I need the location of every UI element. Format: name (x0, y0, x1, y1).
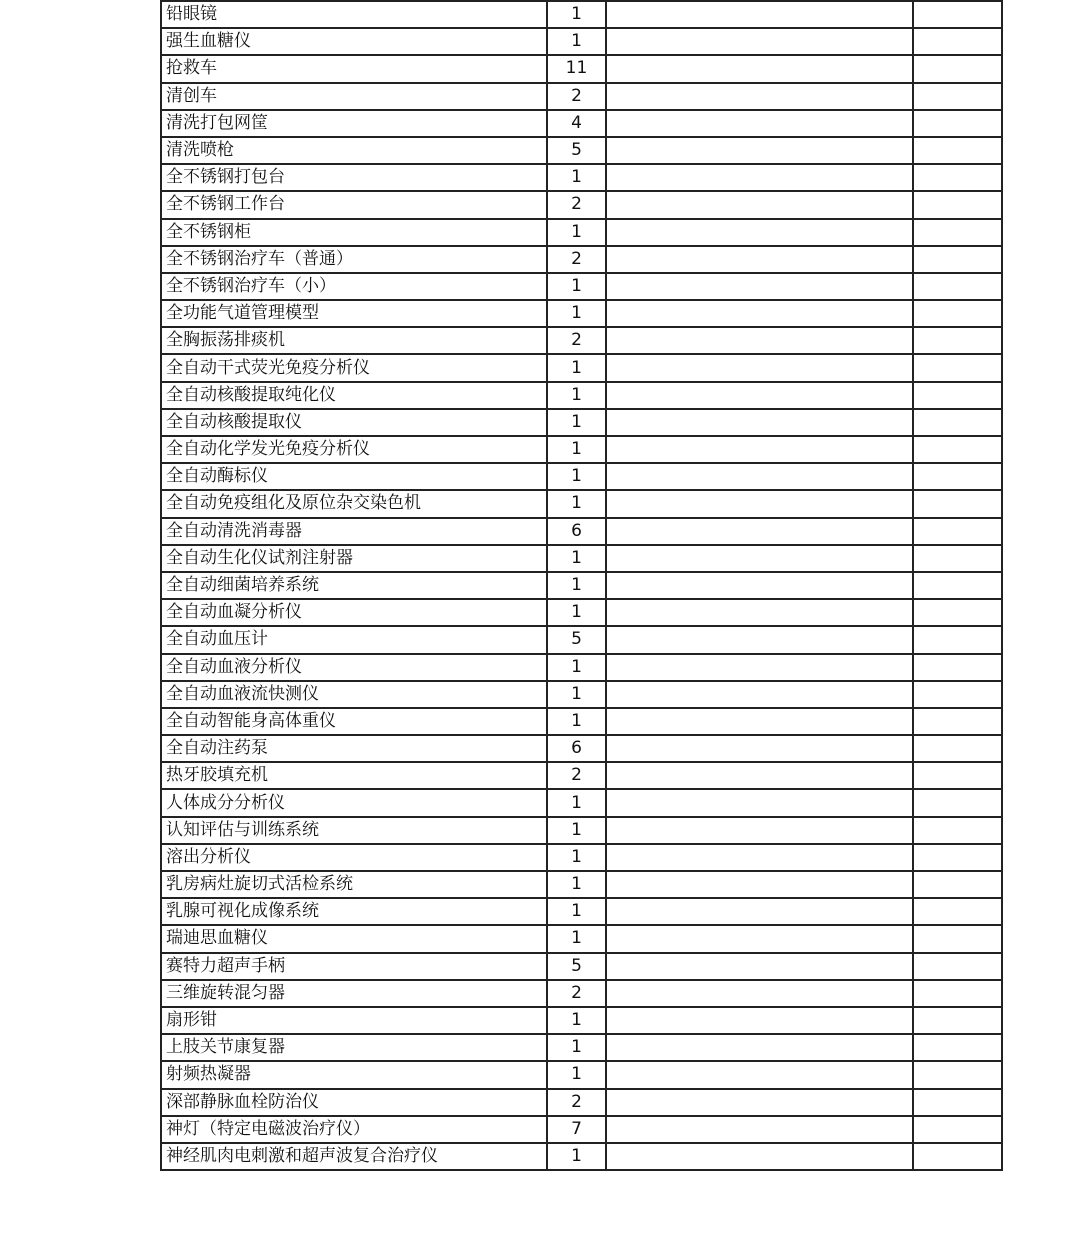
quantity-cell: 1 (547, 164, 606, 191)
item-name-cell: 全不锈钢打包台 (161, 164, 547, 191)
item-name-cell: 清洗打包网筐 (161, 110, 547, 137)
table-row (161, 980, 1002, 1007)
table-row (161, 219, 1002, 246)
empty-cell (913, 409, 1002, 436)
empty-cell (913, 300, 1002, 327)
table-row (161, 953, 1002, 980)
quantity-cell: 5 (547, 137, 606, 164)
quantity-cell: 1 (547, 300, 606, 327)
table-row (161, 436, 1002, 463)
empty-cell (606, 599, 913, 626)
table-row (161, 518, 1002, 545)
quantity-cell: 1 (547, 436, 606, 463)
empty-cell (913, 844, 1002, 871)
empty-cell (606, 83, 913, 110)
quantity-cell: 1 (547, 382, 606, 409)
quantity-cell: 1 (547, 28, 606, 55)
empty-cell (913, 1061, 1002, 1088)
table-row (161, 599, 1002, 626)
empty-cell (606, 953, 913, 980)
empty-cell (913, 762, 1002, 789)
item-name-cell: 全自动智能身高体重仪 (161, 708, 547, 735)
empty-cell (606, 1116, 913, 1143)
empty-cell (606, 1089, 913, 1116)
equipment-table (160, 0, 1003, 1171)
quantity-cell: 1 (547, 1034, 606, 1061)
empty-cell (606, 1143, 913, 1170)
empty-cell (913, 137, 1002, 164)
table-row (161, 1034, 1002, 1061)
item-name-cell: 认知评估与训练系统 (161, 817, 547, 844)
table-row (161, 572, 1002, 599)
table-row (161, 300, 1002, 327)
empty-cell (913, 191, 1002, 218)
quantity-cell: 1 (547, 871, 606, 898)
table-row (161, 382, 1002, 409)
quantity-cell: 1 (547, 599, 606, 626)
item-name-cell: 神灯（特定电磁波治疗仪） (161, 1116, 547, 1143)
empty-cell (913, 1034, 1002, 1061)
quantity-cell: 1 (547, 354, 606, 381)
item-name-cell: 全不锈钢治疗车（小） (161, 273, 547, 300)
item-name-cell: 全不锈钢工作台 (161, 191, 547, 218)
item-name-cell: 全不锈钢柜 (161, 219, 547, 246)
empty-cell (913, 28, 1002, 55)
empty-cell (913, 708, 1002, 735)
empty-cell (913, 681, 1002, 708)
empty-cell (606, 219, 913, 246)
table-row (161, 273, 1002, 300)
item-name-cell: 全自动注药泵 (161, 735, 547, 762)
empty-cell (913, 817, 1002, 844)
table-row (161, 681, 1002, 708)
empty-cell (606, 246, 913, 273)
item-name-cell: 上肢关节康复器 (161, 1034, 547, 1061)
table-row (161, 545, 1002, 572)
empty-cell (606, 300, 913, 327)
empty-cell (606, 382, 913, 409)
quantity-cell: 2 (547, 246, 606, 273)
empty-cell (913, 518, 1002, 545)
item-name-cell: 全自动血压计 (161, 626, 547, 653)
empty-cell (606, 518, 913, 545)
quantity-cell: 1 (547, 1143, 606, 1170)
empty-cell (913, 654, 1002, 681)
empty-cell (913, 789, 1002, 816)
quantity-cell: 4 (547, 110, 606, 137)
table-row (161, 55, 1002, 82)
empty-cell (913, 110, 1002, 137)
empty-cell (606, 735, 913, 762)
empty-cell (913, 1116, 1002, 1143)
table-row (161, 735, 1002, 762)
quantity-cell: 2 (547, 83, 606, 110)
table-row (161, 708, 1002, 735)
quantity-cell: 1 (547, 1061, 606, 1088)
empty-cell (606, 137, 913, 164)
equipment-table-body (161, 1, 1002, 1170)
item-name-cell: 全自动血液分析仪 (161, 654, 547, 681)
empty-cell (606, 762, 913, 789)
item-name-cell: 三维旋转混匀器 (161, 980, 547, 1007)
empty-cell (606, 789, 913, 816)
empty-cell (913, 626, 1002, 653)
quantity-cell: 1 (547, 463, 606, 490)
quantity-cell: 6 (547, 518, 606, 545)
table-row (161, 28, 1002, 55)
empty-cell (913, 871, 1002, 898)
empty-cell (913, 463, 1002, 490)
item-name-cell: 瑞迪思血糖仪 (161, 925, 547, 952)
item-name-cell: 全功能气道管理模型 (161, 300, 547, 327)
item-name-cell: 全自动干式荧光免疫分析仪 (161, 354, 547, 381)
empty-cell (606, 871, 913, 898)
item-name-cell: 全自动化学发光免疫分析仪 (161, 436, 547, 463)
table-row (161, 654, 1002, 681)
item-name-cell: 全自动生化仪试剂注射器 (161, 545, 547, 572)
table-row (161, 354, 1002, 381)
table-row (161, 110, 1002, 137)
quantity-cell: 1 (547, 409, 606, 436)
empty-cell (606, 409, 913, 436)
quantity-cell: 1 (547, 273, 606, 300)
quantity-cell: 6 (547, 735, 606, 762)
empty-cell (913, 327, 1002, 354)
item-name-cell: 全自动免疫组化及原位杂交染色机 (161, 490, 547, 517)
table-row (161, 626, 1002, 653)
empty-cell (913, 273, 1002, 300)
empty-cell (913, 599, 1002, 626)
empty-cell (913, 545, 1002, 572)
empty-cell (913, 1, 1002, 28)
empty-cell (606, 490, 913, 517)
empty-cell (606, 55, 913, 82)
table-row (161, 871, 1002, 898)
item-name-cell: 全自动细菌培养系统 (161, 572, 547, 599)
quantity-cell: 1 (547, 1, 606, 28)
empty-cell (606, 191, 913, 218)
quantity-cell: 1 (547, 844, 606, 871)
quantity-cell: 2 (547, 191, 606, 218)
quantity-cell: 5 (547, 953, 606, 980)
item-name-cell: 神经肌肉电刺激和超声波复合治疗仪 (161, 1143, 547, 1170)
empty-cell (606, 898, 913, 925)
empty-cell (913, 436, 1002, 463)
item-name-cell: 全自动核酸提取纯化仪 (161, 382, 547, 409)
empty-cell (606, 1061, 913, 1088)
quantity-cell: 1 (547, 1007, 606, 1034)
empty-cell (913, 1007, 1002, 1034)
quantity-cell: 1 (547, 219, 606, 246)
table-row (161, 844, 1002, 871)
item-name-cell: 全自动酶标仪 (161, 463, 547, 490)
empty-cell (606, 708, 913, 735)
empty-cell (913, 735, 1002, 762)
empty-cell (606, 110, 913, 137)
table-row (161, 191, 1002, 218)
table-row (161, 246, 1002, 273)
empty-cell (606, 436, 913, 463)
empty-cell (913, 164, 1002, 191)
item-name-cell: 赛特力超声手柄 (161, 953, 547, 980)
empty-cell (913, 219, 1002, 246)
empty-cell (606, 463, 913, 490)
item-name-cell: 溶出分析仪 (161, 844, 547, 871)
empty-cell (913, 1143, 1002, 1170)
item-name-cell: 全自动血液流快测仪 (161, 681, 547, 708)
empty-cell (606, 817, 913, 844)
table-row (161, 83, 1002, 110)
item-name-cell: 全自动核酸提取仪 (161, 409, 547, 436)
quantity-cell: 2 (547, 1089, 606, 1116)
empty-cell (606, 28, 913, 55)
quantity-cell: 1 (547, 817, 606, 844)
table-row (161, 327, 1002, 354)
item-name-cell: 乳房病灶旋切式活检系统 (161, 871, 547, 898)
empty-cell (606, 1007, 913, 1034)
item-name-cell: 全自动血凝分析仪 (161, 599, 547, 626)
empty-cell (606, 654, 913, 681)
quantity-cell: 1 (547, 681, 606, 708)
quantity-cell: 1 (547, 654, 606, 681)
table-row (161, 1007, 1002, 1034)
quantity-cell: 2 (547, 980, 606, 1007)
empty-cell (913, 572, 1002, 599)
table-row (161, 925, 1002, 952)
table-row (161, 1089, 1002, 1116)
table-row (161, 1143, 1002, 1170)
empty-cell (913, 382, 1002, 409)
empty-cell (913, 83, 1002, 110)
table-row (161, 898, 1002, 925)
quantity-cell: 11 (547, 55, 606, 82)
item-name-cell: 扇形钳 (161, 1007, 547, 1034)
empty-cell (606, 925, 913, 952)
item-name-cell: 热牙胶填充机 (161, 762, 547, 789)
item-name-cell: 清洗喷枪 (161, 137, 547, 164)
item-name-cell: 清创车 (161, 83, 547, 110)
item-name-cell: 全自动清洗消毒器 (161, 518, 547, 545)
empty-cell (913, 490, 1002, 517)
empty-cell (606, 1034, 913, 1061)
quantity-cell: 1 (547, 490, 606, 517)
empty-cell (606, 681, 913, 708)
table-row (161, 817, 1002, 844)
quantity-cell: 5 (547, 626, 606, 653)
empty-cell (913, 953, 1002, 980)
item-name-cell: 乳腺可视化成像系统 (161, 898, 547, 925)
empty-cell (913, 1089, 1002, 1116)
table-row (161, 463, 1002, 490)
table-row (161, 409, 1002, 436)
empty-cell (913, 55, 1002, 82)
empty-cell (606, 545, 913, 572)
empty-cell (606, 626, 913, 653)
quantity-cell: 2 (547, 762, 606, 789)
item-name-cell: 抢救车 (161, 55, 547, 82)
item-name-cell: 人体成分分析仪 (161, 789, 547, 816)
empty-cell (606, 980, 913, 1007)
table-row (161, 137, 1002, 164)
table-row (161, 490, 1002, 517)
empty-cell (913, 246, 1002, 273)
empty-cell (606, 572, 913, 599)
table-row (161, 789, 1002, 816)
quantity-cell: 1 (547, 898, 606, 925)
empty-cell (606, 1, 913, 28)
quantity-cell: 1 (547, 708, 606, 735)
empty-cell (913, 354, 1002, 381)
item-name-cell: 深部静脉血栓防治仪 (161, 1089, 547, 1116)
quantity-cell: 1 (547, 925, 606, 952)
quantity-cell: 1 (547, 572, 606, 599)
table-row (161, 1, 1002, 28)
quantity-cell: 1 (547, 545, 606, 572)
table-row (161, 164, 1002, 191)
empty-cell (913, 898, 1002, 925)
quantity-cell: 7 (547, 1116, 606, 1143)
quantity-cell: 2 (547, 327, 606, 354)
item-name-cell: 全不锈钢治疗车（普通） (161, 246, 547, 273)
empty-cell (606, 273, 913, 300)
item-name-cell: 射频热凝器 (161, 1061, 547, 1088)
empty-cell (606, 354, 913, 381)
item-name-cell: 全胸振荡排痰机 (161, 327, 547, 354)
empty-cell (913, 925, 1002, 952)
empty-cell (606, 327, 913, 354)
item-name-cell: 铅眼镜 (161, 1, 547, 28)
item-name-cell: 强生血糖仪 (161, 28, 547, 55)
quantity-cell: 1 (547, 789, 606, 816)
table-row (161, 762, 1002, 789)
empty-cell (606, 164, 913, 191)
empty-cell (913, 980, 1002, 1007)
table-row (161, 1116, 1002, 1143)
empty-cell (606, 844, 913, 871)
table-row (161, 1061, 1002, 1088)
